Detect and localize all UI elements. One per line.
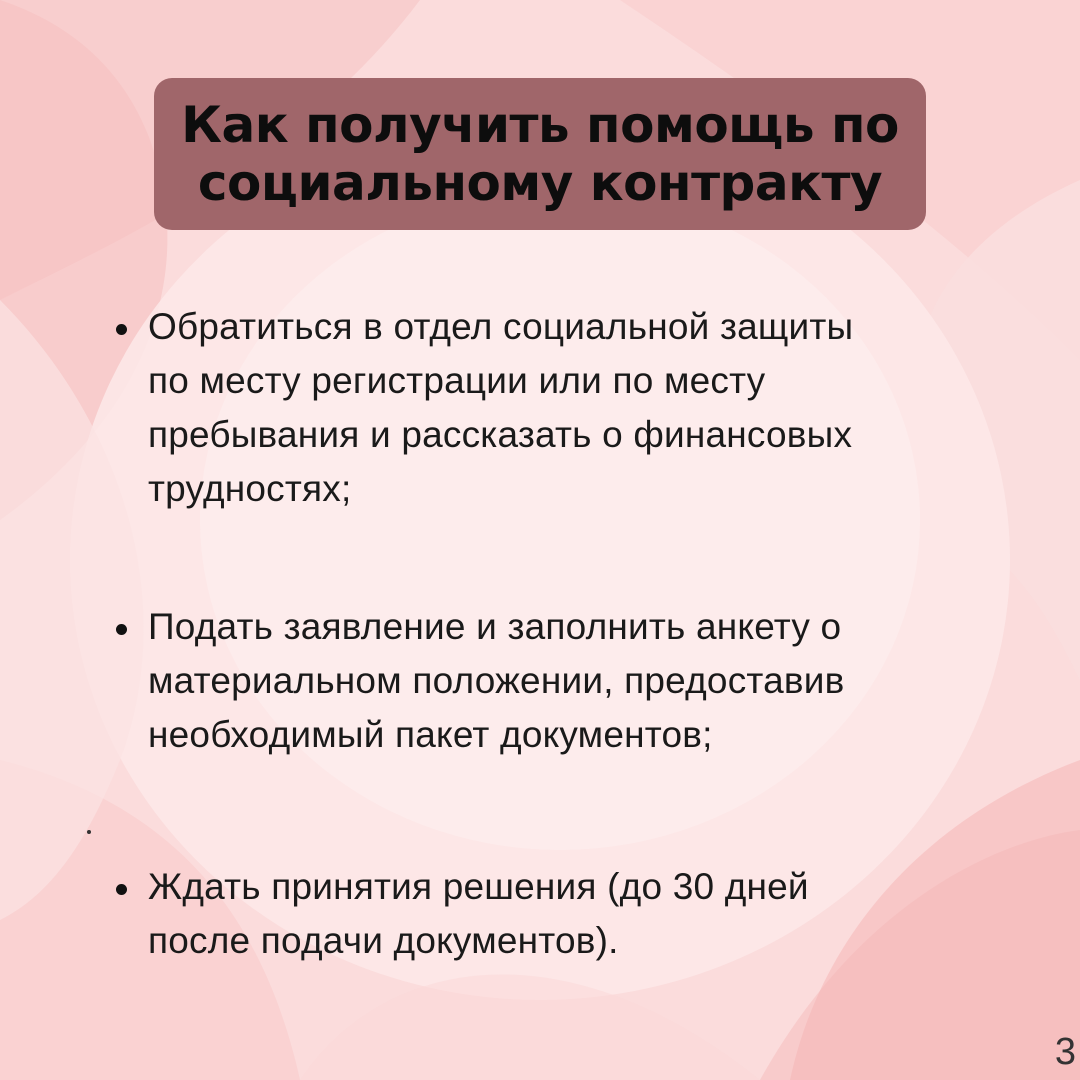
- title-banner: [154, 78, 926, 230]
- title-line-2: социальному контракту: [197, 154, 883, 212]
- bullet-icon: [116, 624, 127, 635]
- list-item-line: после подачи документов).: [148, 920, 619, 961]
- page-number: 3: [1054, 1031, 1076, 1073]
- list-item-line: пребывания и рассказать о финансовых: [148, 414, 853, 455]
- bullet-icon: [116, 884, 127, 895]
- list-item-line: Обратиться в отдел социальной защиты: [148, 306, 854, 347]
- list-item-line: материальном положении, предоставив: [148, 660, 845, 701]
- list-item-line: Подать заявление и заполнить анкету о: [148, 606, 842, 647]
- list-item-line: трудностях;: [148, 468, 352, 509]
- list-item-line: по месту регистрации или по месту: [148, 360, 766, 401]
- title-line-1: Как получить помощь по: [181, 96, 899, 154]
- list-item-line: необходимый пакет документов;: [148, 714, 713, 755]
- list-item-line: Ждать принятия решения (до 30 дней: [148, 866, 809, 907]
- list-item-text: [148, 300, 988, 516]
- bullet-icon: [116, 324, 127, 335]
- stray-dot-mark: [87, 830, 91, 834]
- page-title: [181, 96, 899, 212]
- list-item-text: [148, 600, 988, 762]
- list-item-text: [148, 860, 988, 968]
